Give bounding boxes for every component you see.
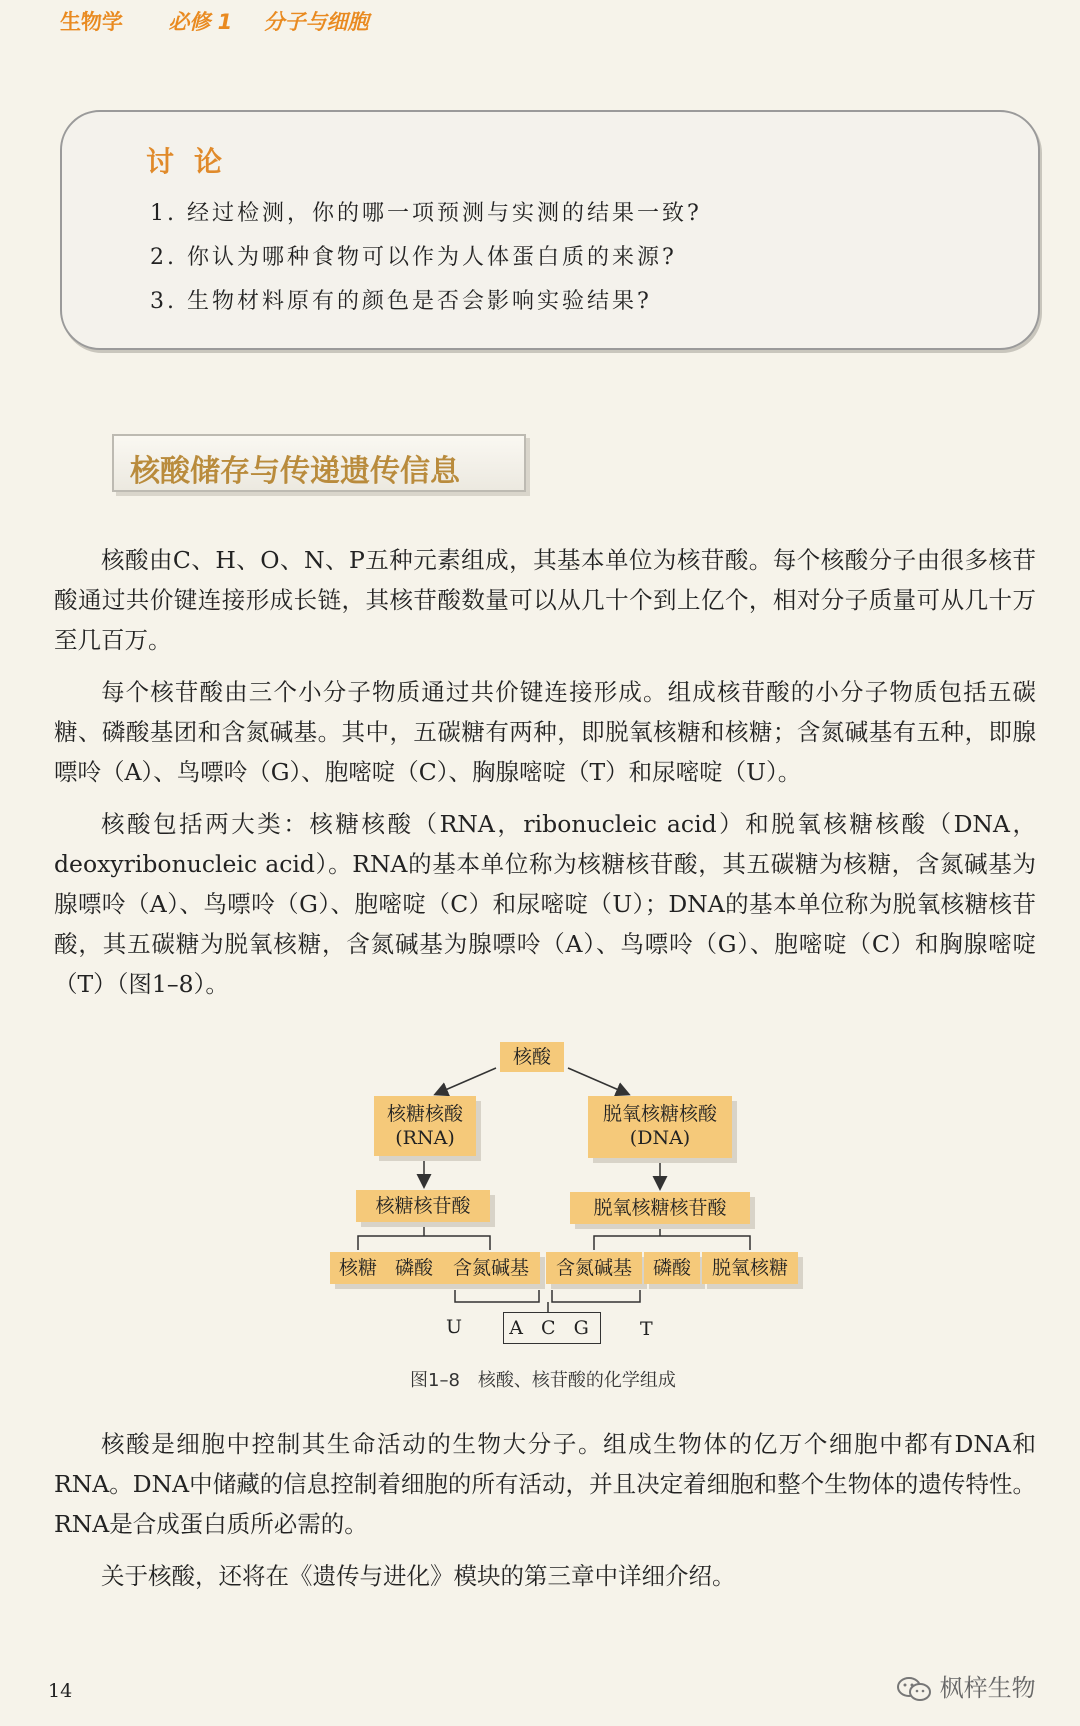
- box-deoxyribose: 脱氧核糖: [702, 1252, 798, 1284]
- box-deoxyribonucleotide: 脱氧核糖核苷酸: [570, 1192, 750, 1224]
- box-phosphate-dna: 磷酸: [644, 1252, 700, 1284]
- base-u: U: [446, 1316, 463, 1338]
- discussion-question-1: 1. 经过检测，你的哪一项预测与实测的结果一致?: [150, 201, 702, 226]
- paragraph-2: 每个核苷酸由三个小分子物质通过共价键连接形成。组成核苷酸的小分子物质包括五碳糖、磷酸基团和含氮碱基。其中，五碳糖有两种，即脱氧核糖和核糖；含氮碱基有五种，即腺嘌呤（A）、鸟嘌呤（G）、胞嘧啶（C）、胸腺嘧啶（T）和尿嘧啶（U）。: [54, 678, 1036, 786]
- base-acg-box: A C G: [503, 1312, 601, 1344]
- box-dna: 脱氧核糖核酸 (DNA): [588, 1096, 732, 1158]
- box-base-dna: 含氮碱基: [546, 1252, 642, 1284]
- watermark: [896, 1668, 1036, 1703]
- base-t: T: [640, 1318, 653, 1340]
- page-number: 14: [48, 1680, 73, 1702]
- section-title: 核酸储存与传递遗传信息: [130, 454, 460, 489]
- chat-bubbles-icon: [896, 1676, 932, 1702]
- header-chapter: 分子与细胞: [263, 10, 369, 34]
- header-book: 必修 1: [168, 10, 233, 34]
- discussion-question-3: 3. 生物材料原有的颜色是否会影响实验结果?: [150, 289, 652, 314]
- box-nucleic-acid: 核酸: [500, 1042, 564, 1072]
- watermark-text: 枫梓生物: [939, 1674, 1036, 1702]
- box-phosphate-rna: 磷酸: [386, 1252, 442, 1284]
- box-ribose: 核糖: [330, 1252, 386, 1284]
- discussion-title: 讨论: [146, 145, 243, 178]
- discussion-question-2: 2. 你认为哪种食物可以作为人体蛋白质的来源?: [150, 245, 677, 270]
- figure-caption: 图1–8 核酸、核苷酸的化学组成: [410, 1370, 676, 1391]
- box-ribonucleotide: 核糖核苷酸: [356, 1190, 490, 1222]
- box-rna: 核糖核酸 (RNA): [374, 1096, 476, 1156]
- header-subject: 生物学: [60, 10, 123, 34]
- paragraph-1: 核酸由C、H、O、N、P五种元素组成，其基本单位为核苷酸。每个核酸分子由很多核苷酸通过共价键连接形成长链，其核苷酸数量可以从几十个到上亿个，相对分子质量可从几十万至几百万。: [54, 546, 1036, 654]
- paragraph-4: 核酸是细胞中控制其生命活动的生物大分子。组成生物体的亿万个细胞中都有DNA和RNA。DNA中储藏的信息控制着细胞的所有活动，并且决定着细胞和整个生物体的遗传特性。RNA是合成蛋白质所必需的。: [54, 1430, 1036, 1538]
- paragraph-5: 关于核酸，还将在《遗传与进化》模块的第三章中详细介绍。: [101, 1562, 736, 1590]
- box-base-rna: 含氮碱基: [442, 1252, 540, 1284]
- paragraph-3: 核酸包括两大类：核糖核酸（RNA，ribonucleic acid）和脱氧核糖核酸（DNA，deoxyribonucleic acid）。RNA的基本单位称为核糖核苷酸，其五碳糖为核糖，含氮碱基为腺嘌呤（A）、鸟嘌呤（G）、胞嘧啶（C）和尿嘧啶（U）；DNA的基本单位称为脱氧核糖核苷酸，其五碳糖为脱氧核糖，含氮碱基为腺嘌呤（A）、鸟嘌呤（G）、胞嘧啶（C）和胸腺嘧啶（T）（图1–8）。: [54, 810, 1036, 998]
